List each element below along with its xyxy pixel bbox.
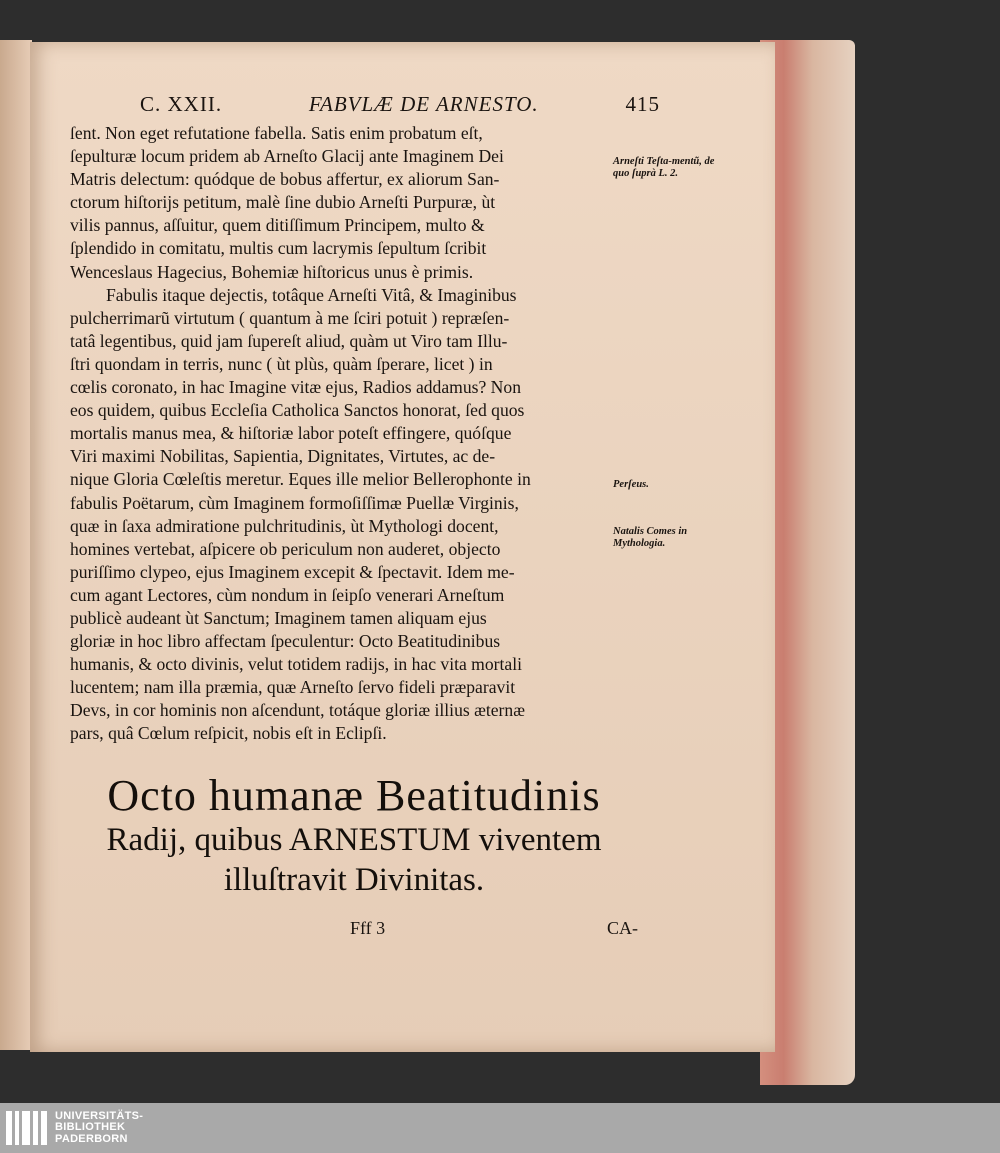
chapter-label: C. XXII. [140, 92, 223, 116]
library-logo-text: UNIVERSITÄTS- BIBLIOTHEK PADERBORN [55, 1109, 144, 1145]
heading-line: Radij, quibus ARNESTUM viventem [106, 822, 602, 858]
left-page-edge [0, 40, 32, 1050]
catchword: CA- [607, 918, 638, 938]
text-line: humanis, & octo divinis, velut totidem radijs, in hac vita mortali [70, 654, 522, 675]
text-line: nique Gloria Cœleſtis meretur. Eques ille melior Bellerophonte in [70, 469, 531, 490]
marginal-note: Perſeus. [613, 479, 649, 490]
book-page [30, 42, 775, 1052]
heading-line: illuſtravit Divinitas. [223, 862, 485, 898]
text-line: ſepulturæ locum pridem ab Arneſto Glacij ante Imaginem Dei [70, 146, 504, 167]
text-line: homines vertebat, aſpicere ob periculum non auderet, objecto [70, 538, 501, 559]
text-line: Matris delectum: quódque de bobus affertur, ex aliorum San- [70, 169, 500, 190]
page-number: 415 [625, 92, 660, 116]
text-line: Wenceslaus Hagecius, Bohemiæ hiſtoricus unus è primis. [70, 261, 474, 282]
text-line: vilis pannus, aſſuitur, quem ditiſſimum Principem, multo & [70, 215, 485, 236]
marginal-note: Arneſti Teſta-mentũ, de quo ſuprà L. 2. [613, 156, 715, 179]
running-head [140, 92, 660, 117]
text-line: ſtri quondam in terris, nunc ( ùt plùs, quàm ſperare, licet ) in [70, 353, 493, 374]
library-logo-icon [6, 1111, 47, 1145]
text-line: cœlis coronato, in hac Imagine vitæ ejus, Radios addamus? Non [70, 377, 521, 398]
text-line: tatâ legentibus, quid jam ſupereſt aliud, quàm ut Viro tam Illu- [70, 330, 508, 351]
text-line: Fabulis itaque dejectis, totâque Arneſti Vitâ, & Imaginibus [106, 284, 517, 305]
text-line: fabulis Poëtarum, cùm Imaginem formoſiſſimæ Puellæ Virginis, [70, 492, 519, 513]
text-line: Devs, in cor hominis non aſcendunt, totáque gloriæ illius æternæ [70, 700, 525, 721]
text-line: pars, quâ Cœlum reſpicit, nobis eſt in Eclipſi. [70, 723, 387, 744]
text-line: ctorum hiſtorijs petitum, malè ſine dubio Arneſti Purpuræ, ùt [70, 192, 496, 213]
body-text [70, 122, 638, 746]
text-line: mortalis manus mea, & hiſtoriæ labor poteſt effingere, quóſque [70, 423, 512, 444]
running-title: FABVLÆ DE ARNESTO. [308, 92, 539, 116]
heading-line: Octo humanæ Beatitudinis [107, 771, 601, 820]
text-line: puriſſimo clypeo, ejus Imaginem excepit & ſpectavit. Idem me- [70, 561, 515, 582]
text-line: cum agant Lectores, cùm nondum in ſeipſo venerari Arneſtum [70, 584, 505, 605]
text-line: gloriæ in hoc libro affectam ſpeculentur: Octo Beatitudinibus [70, 631, 501, 652]
text-line: eos quidem, quibus Eccleſia Catholica Sanctos honorat, ſed quos [70, 400, 525, 421]
library-footer-bar [0, 1103, 1000, 1153]
text-line: Viri maximi Nobilitas, Sapientia, Dignitates, Virtutes, ac de- [70, 446, 496, 467]
text-line: quæ in ſaxa admiratione pulchritudinis, ùt Mythologi docent, [70, 515, 499, 536]
text-line: ſent. Non eget refutatione fabella. Satis enim probatum eſt, [70, 123, 483, 143]
marginal-note: Natalis Comes in Mythologia. [613, 526, 688, 549]
signature-mark: Fff 3 [350, 918, 386, 938]
text-line: pulcherrimarũ virtutum ( quantum à me ſciri potuit ) repræſen- [70, 307, 510, 328]
text-line: lucentem; nam illa præmia, quæ Arneſto ſervo fideli præparavit [70, 677, 516, 698]
text-line: publicè audeant ùt Sanctum; Imaginem tamen aliquam ejus [70, 607, 487, 628]
section-heading [70, 772, 638, 900]
text-line: ſplendido in comitatu, multis cum lacrymis ſepultum ſcribit [70, 238, 487, 259]
